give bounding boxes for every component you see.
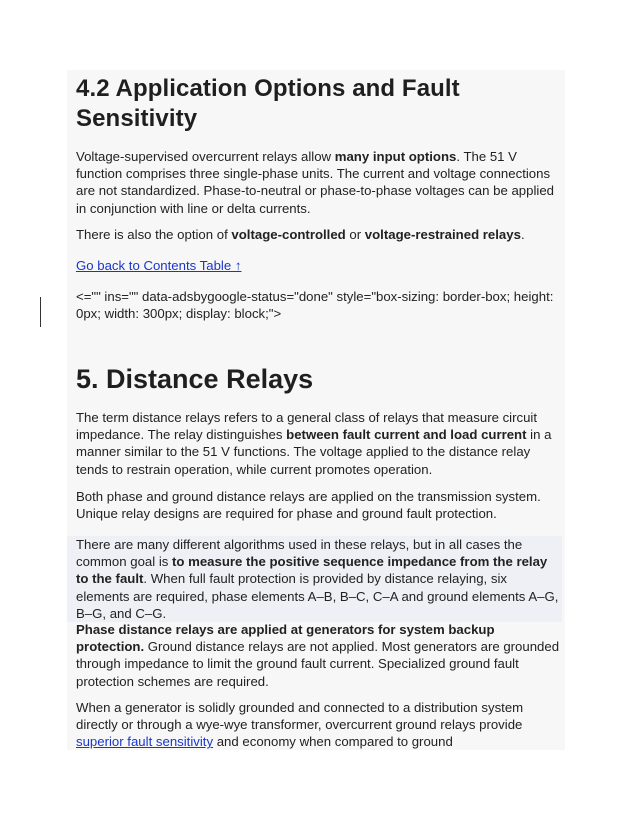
- text-run: The term distance relays refers to a general class of relays that measure circuit impedance. The relay distinguishes: [76, 410, 538, 443]
- bold-text-run: to measure the positive sequence impedance from the relay to the fault: [76, 554, 548, 587]
- text-run: or: [345, 227, 365, 242]
- article-content: [67, 70, 565, 750]
- paragraph-5-text-after: and economy when compared to ground: [213, 734, 453, 750]
- section-4-2-paragraph-1: [76, 148, 562, 217]
- section-5-paragraph-5: [76, 699, 562, 751]
- bold-text-run: many input options: [334, 149, 457, 164]
- section-4-2-paragraph-2: [76, 226, 562, 243]
- paragraph-5-text-before: When a generator is solidly grounded and connected to a distribution system directly or through a wye-wye transformer, overcurrent ground relays provide: [76, 700, 524, 733]
- superior-fault-sensitivity-link[interactable]: superior fault sensitivity: [76, 734, 214, 750]
- bold-text-run: Phase distance relays are applied at generators for system backup protection.: [76, 622, 495, 655]
- text-run: .: [520, 227, 525, 242]
- text-run: . When full fault protection is provided by distance relaying, six elements are required, phase elements A–B, B–C, C–A and ground elements A–G, B–G, and C–G.: [76, 571, 559, 621]
- text-run: Voltage-supervised overcurrent relays allow: [76, 149, 335, 164]
- section-4-2-heading: 4.2 Application Options and Fault Sensitivity: [76, 75, 460, 132]
- back-to-contents-paragraph: [76, 257, 562, 274]
- section-5-paragraph-2: [76, 488, 562, 522]
- text-cursor: [40, 297, 41, 327]
- text-run: Both phase and ground distance relays are applied on the transmission system. Unique relay designs are required for phase and ground fault protection.: [76, 489, 541, 522]
- raw-ad-code-text: <="" ins="" data-adsbygoogle-status="done" style="box-sizing: border-box; height: 0px; width: 300px; display: block;">: [76, 289, 554, 322]
- section-5-paragraph-4: [76, 621, 562, 690]
- text-run: . The 51 V function comprises three single-phase units. The current and voltage connections are not standardized. Phase-to-neutral or phase-to-phase voltages can be applied in conjunction with line or delta currents.: [76, 149, 554, 216]
- text-run: Ground distance relays are not applied. Most generators are grounded through impedance to limit the ground fault current. Specialized ground fault protection schemes are required.: [76, 639, 560, 689]
- bold-text-run: voltage-controlled: [231, 227, 346, 242]
- bold-text-run: between fault current and load current: [286, 427, 527, 443]
- back-to-contents-link[interactable]: Go back to Contents Table ↑: [76, 258, 242, 273]
- section-5-paragraph-1: [76, 409, 562, 478]
- section-5-heading: 5. Distance Relays: [76, 364, 314, 394]
- section-5-paragraph-3: [67, 536, 562, 622]
- bold-text-run: voltage-restrained relays: [364, 227, 521, 242]
- text-run: There are many different algorithms used in these relays, but in all cases the common goal is: [76, 537, 523, 570]
- text-run: There is also the option of: [76, 227, 232, 242]
- text-run: in a manner similar to the 51 V functions. The voltage applied to the distance relay tends to restrain operation, while current promotes operation.: [76, 427, 552, 477]
